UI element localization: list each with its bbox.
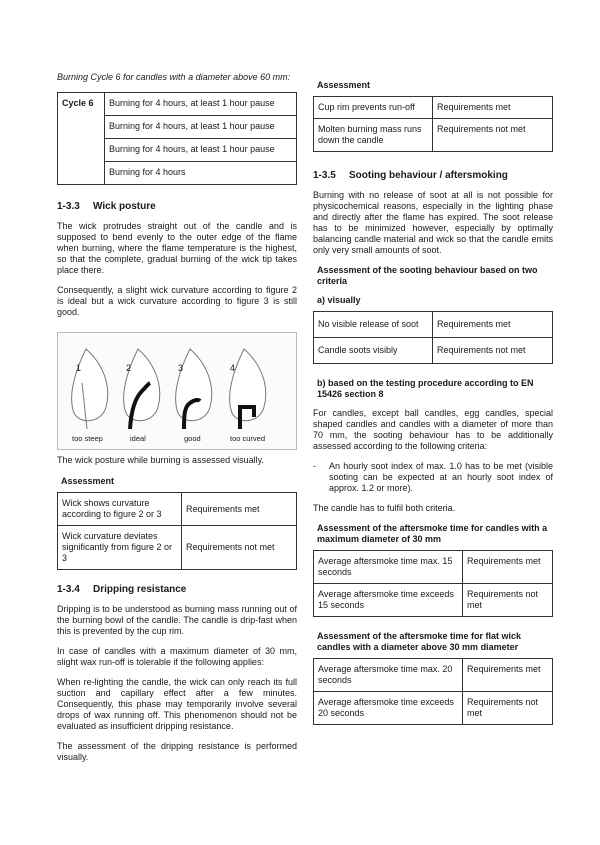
figure-caption-3: good	[184, 434, 201, 443]
wick-figure	[57, 332, 297, 450]
cycle-row: Burning for 4 hours, at least 1 hour pause	[105, 139, 297, 162]
dripping-paragraph-2: In case of candles with a maximum diameter of 30 mm, slight wax run-off is tolerable if the following applies:	[57, 646, 297, 667]
wick-heading	[57, 201, 297, 213]
dripping-criterion: Molten burning mass runs down the candle	[314, 119, 433, 152]
wick-paragraph-3: The wick posture while burning is assessed visually.	[57, 455, 264, 465]
dripping-paragraph-4: The assessment of the dripping resistance is performed visually.	[57, 741, 297, 762]
figure-caption-2: ideal	[130, 434, 146, 443]
aftersmoke-30-label: Assessment of the aftersmoke time for candles with a maximum diameter of 30 mm	[317, 523, 548, 544]
wick-criterion: Wick shows curvature according to figure 2 or 3	[58, 493, 182, 526]
cycle-label: Cycle 6	[58, 93, 105, 185]
cycle-row: Burning for 4 hours, at least 1 hour pause	[105, 93, 297, 116]
wick-assessment-label: Assessment	[61, 476, 115, 486]
dripping-paragraph-3: When re-lighting the candle, the wick can only reach its full suction and capillary effect after a few minutes. Consequently, this phase may temporarily involve several drops of wax running off. This phenomenon should not be evaluated as insufficient dripping resistance.	[57, 677, 297, 731]
sooting-result: Requirements not met	[433, 338, 553, 364]
aftersmoke-flat-result: Requirements not met	[463, 692, 553, 725]
dripping-title: Dripping resistance	[93, 584, 187, 595]
sooting-heading	[313, 170, 553, 182]
left-column	[57, 72, 297, 772]
sooting-paragraph-2: For candles, except ball candles, egg candles, special shaped candles and candles with a diameter of more than 70 mm, the sooting behaviour has to be additionally assessed according to the following criteria:	[313, 408, 553, 451]
dripping-criterion: Cup rim prevents run-off	[314, 97, 433, 119]
aftersmoke-criterion: Average aftersmoke time max. 15 seconds	[314, 551, 463, 584]
aftersmoke-flat-table	[313, 658, 553, 725]
sooting-visual-table	[313, 311, 553, 364]
dripping-assessment-label: Assessment	[317, 80, 371, 90]
sooting-bullet	[313, 461, 553, 494]
wick-title: Wick posture	[93, 201, 156, 212]
aftersmoke-result: Requirements not met	[463, 584, 553, 617]
bullet-dash: -	[313, 461, 316, 471]
wick-paragraph-1: The wick protrudes straight out of the candle and is supposed to bend evenly to the outer edge of the flame when burning, where the flame temperature is the highest, so that the complete, gradual burning of the wick tip takes place there.	[57, 221, 297, 275]
sooting-title: Sooting behaviour / aftersmoking	[349, 170, 508, 181]
sooting-criterion: Candle soots visibly	[314, 338, 433, 364]
dripping-result: Requirements met	[433, 97, 553, 119]
wick-criterion: Wick curvature deviates significantly from figure 2 or 3	[58, 526, 182, 570]
cycle-intro: Burning Cycle 6 for candles with a diameter above 60 mm:	[57, 72, 291, 82]
bullet-text: An hourly soot index of max. 1.0 has to be met (visible sooting can be expected at an hourly soot index of approx. 1.2 or more).	[329, 461, 553, 493]
wick-assessment-table	[57, 492, 297, 570]
aftersmoke-flat-label: Assessment of the aftersmoke time for flat wick candles with a diameter above 30 mm diameter	[317, 631, 522, 652]
dripping-paragraph-1: Dripping is to be understood as burning mass running out of the burning bowl of the candle. The candle is drip-fast when this is prevented by the cup rim.	[57, 604, 297, 636]
figure-number-4: 4	[230, 363, 236, 373]
aftersmoke-flat-result: Requirements met	[463, 659, 553, 692]
sooting-number: 1-3.5	[313, 170, 336, 181]
figure-caption-4: too curved	[230, 434, 266, 443]
sooting-criteria-label: Assessment of the sooting behaviour based on two criteria	[317, 265, 538, 286]
sooting-criterion: No visible release of soot	[314, 312, 433, 338]
figure-number-1: 1	[76, 363, 82, 373]
dripping-heading	[57, 584, 297, 596]
aftersmoke-flat-criterion: Average aftersmoke time exceeds 20 seconds	[314, 692, 463, 725]
aftersmoke-flat-criterion: Average aftersmoke time max. 20 seconds	[314, 659, 463, 692]
aftersmoke-criterion: Average aftersmoke time exceeds 15 seconds	[314, 584, 463, 617]
wick-number: 1-3.3	[57, 201, 80, 212]
sooting-b-label: b) based on the testing procedure according to EN 15426 section 8	[317, 378, 534, 399]
wick-figure-drawing	[58, 333, 296, 447]
cycle-row: Burning for 4 hours	[105, 162, 297, 185]
figure-caption-1: too steep	[72, 434, 103, 443]
wick-paragraph-2: Consequently, a slight wick curvature according to figure 2 is ideal but a wick curvature according to figure 3 is still good.	[57, 285, 297, 317]
sooting-paragraph-3: The candle has to fulfil both criteria.	[313, 503, 456, 513]
aftersmoke-result: Requirements met	[463, 551, 553, 584]
cycle-table	[57, 92, 297, 185]
sooting-paragraph-1: Burning with no release of soot at all is not possible for physicochemical reasons, especially in the lighting phase and directly after the flame has expired. The soot release has to be minimized however, especially by optimally balancing candle material and wick so that the candle emits only very small amounts of soot.	[313, 190, 553, 255]
figure-number-3: 3	[178, 363, 184, 373]
sooting-a-label: a) visually	[317, 295, 361, 305]
dripping-assessment-table	[313, 96, 553, 152]
right-column	[313, 80, 553, 725]
wick-result: Requirements met	[182, 493, 297, 526]
dripping-number: 1-3.4	[57, 584, 80, 595]
wick-result: Requirements not met	[182, 526, 297, 570]
aftersmoke-30-table	[313, 550, 553, 617]
cycle-row: Burning for 4 hours, at least 1 hour pause	[105, 116, 297, 139]
figure-number-2: 2	[126, 363, 132, 373]
dripping-result: Requirements not met	[433, 119, 553, 152]
sooting-result: Requirements met	[433, 312, 553, 338]
